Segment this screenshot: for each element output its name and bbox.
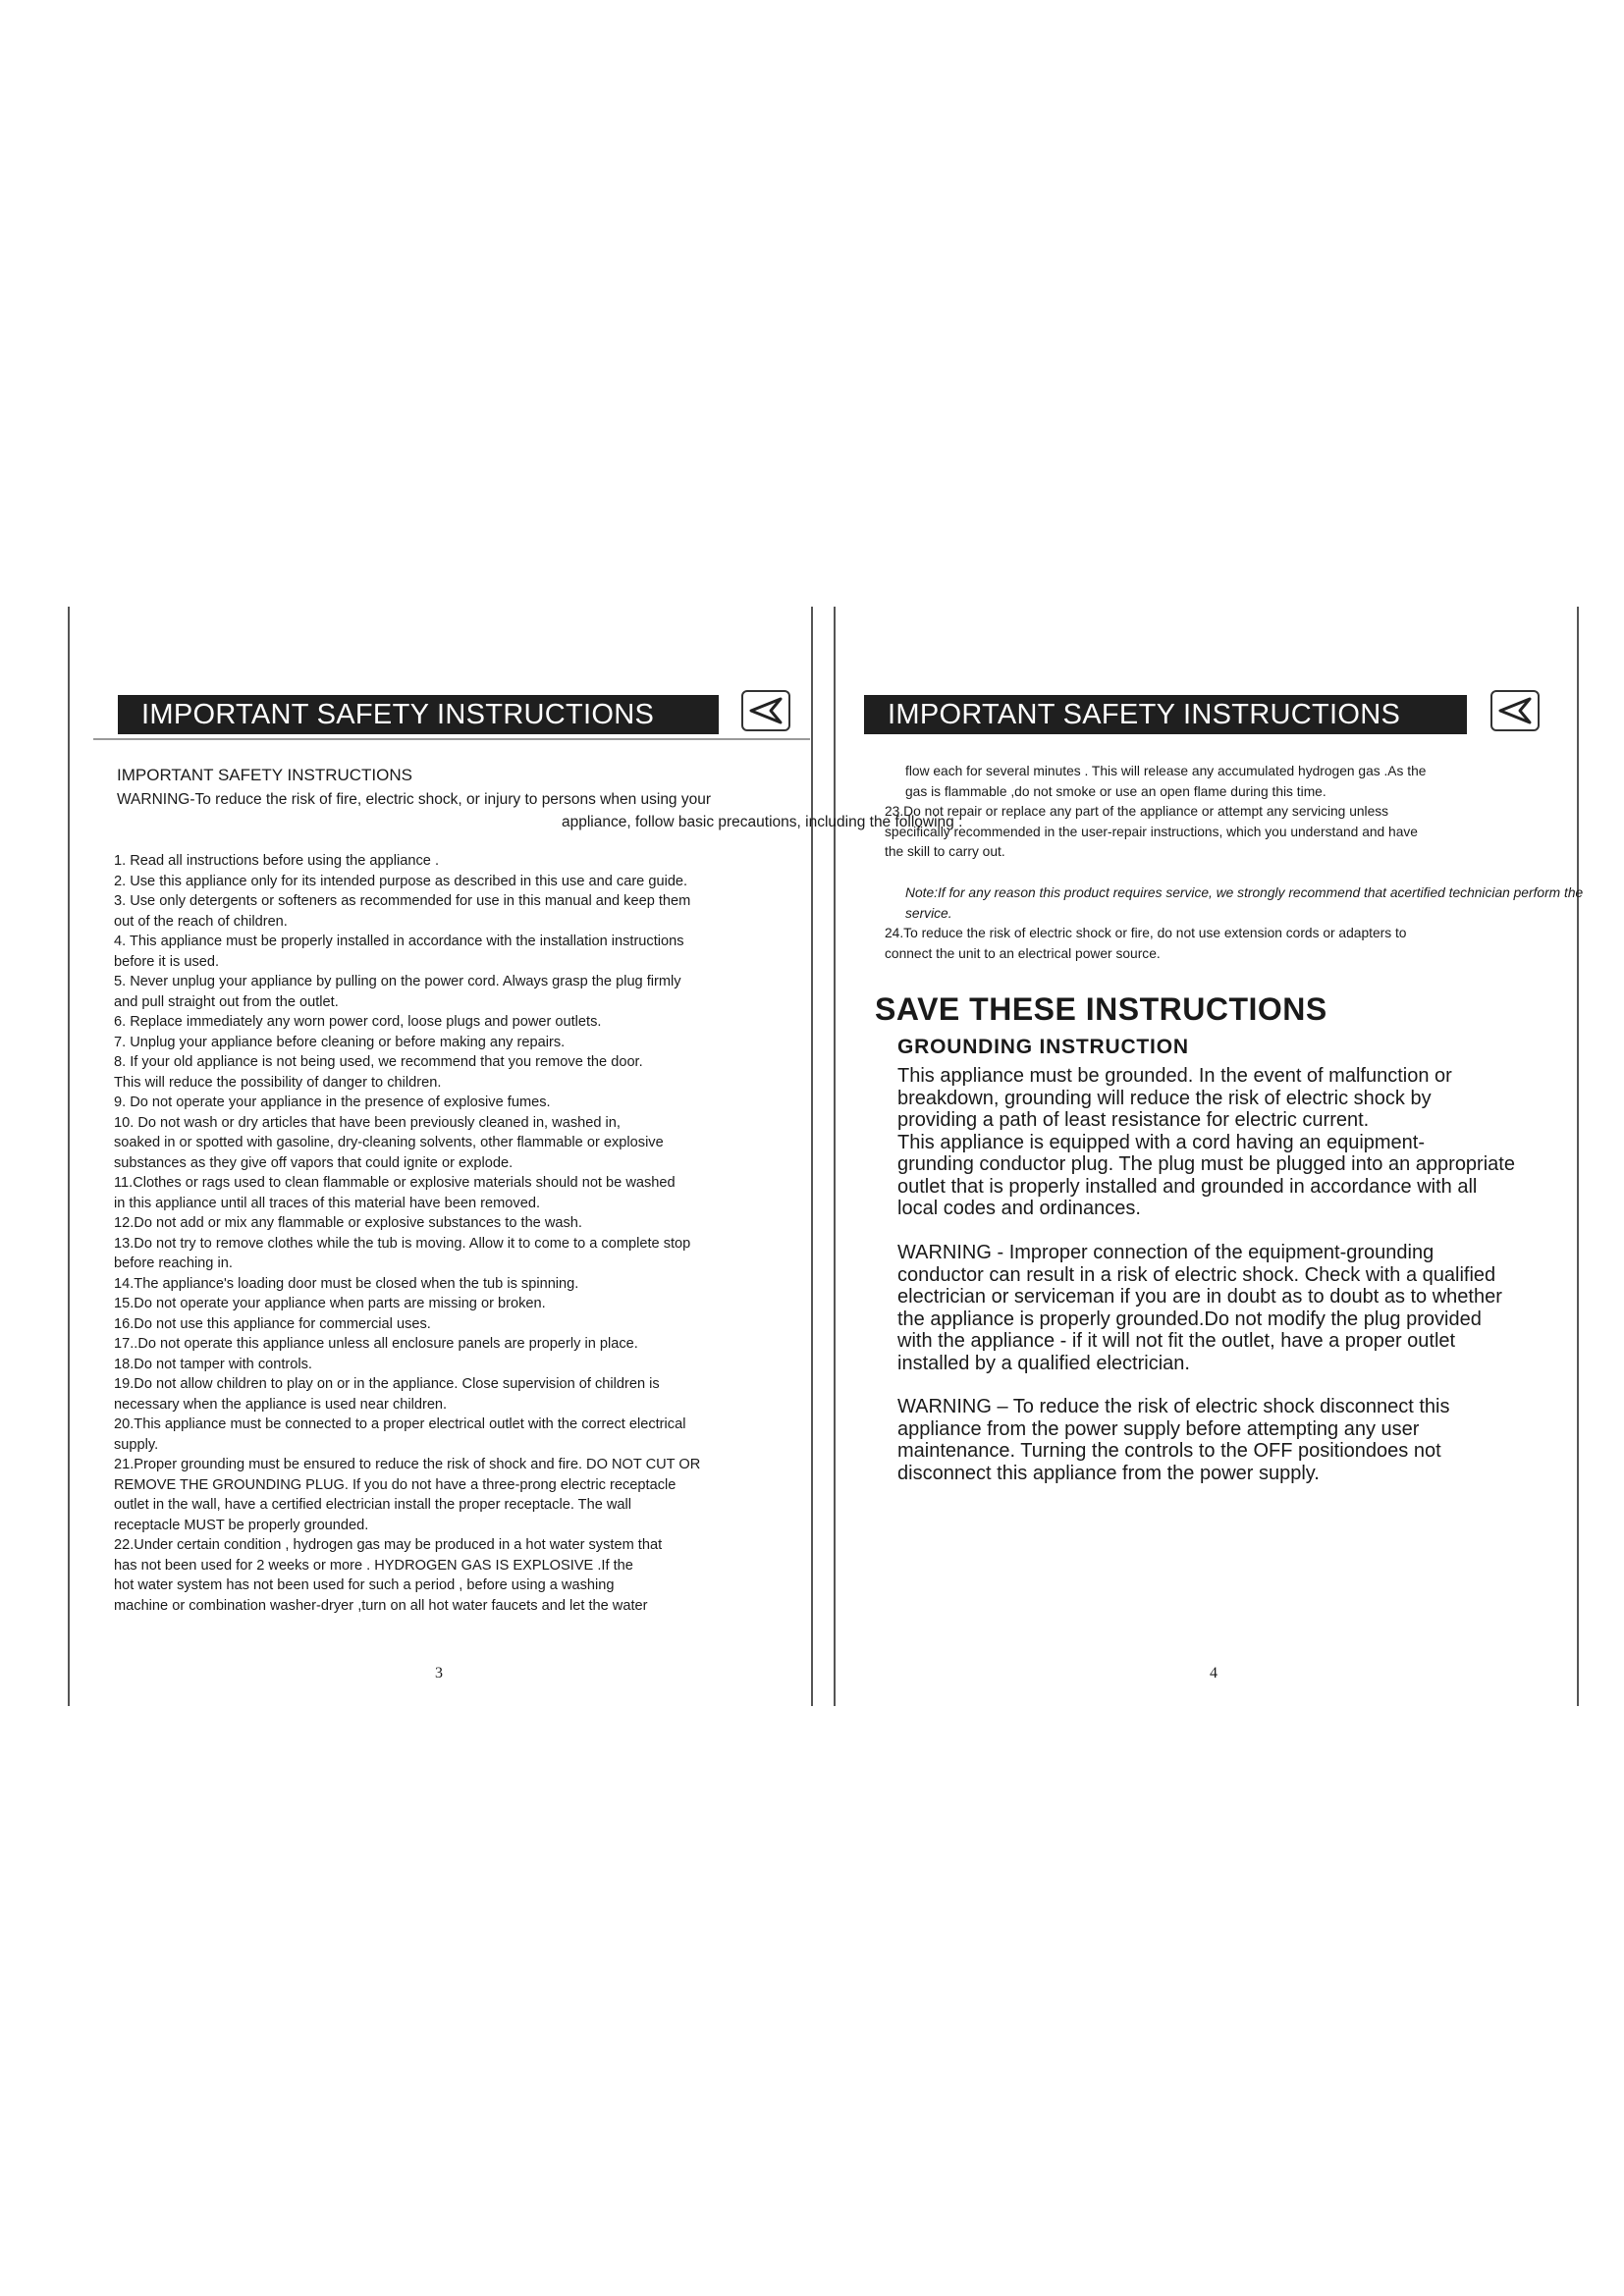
left-header-rule [93,738,810,740]
instruction-line: 9. Do not operate your appliance in the presence of explosive fumes. [114,1095,551,1110]
right-page-right-border [1577,607,1579,1706]
instruction-line: before it is used. [114,953,220,970]
instruction-line: REMOVE THE GROUNDING PLUG. If you do not have a three-prong electric receptacle [114,1476,677,1493]
instruction-line: 11.Clothes or rags used to clean flammable or explosive materials should not be washed [114,1175,676,1191]
text-line: the appliance is properly grounded.Do not modify the plug provided [897,1308,1482,1330]
instruction-line: 16.Do not use this appliance for commercial uses. [114,1315,431,1332]
page-number-left: 3 [435,1665,443,1682]
warning-line-2: appliance, follow basic precautions, including the following : [562,814,963,830]
text-line: disconnect this appliance from the power supply. [897,1462,1320,1484]
instruction-line: 18.Do not tamper with controls. [114,1356,312,1372]
continued-item-22 [905,762,1426,802]
instruction-line: before reaching in. [114,1255,233,1271]
right-header-bar: IMPORTANT SAFETY INSTRUCTIONS [864,695,1467,734]
instruction-line: substances as they give off vapors that could ignite or explode. [114,1154,514,1171]
instruction-item [114,1052,700,1093]
instruction-line: 13.Do not try to remove clothes while the tub is moving. Allow it to come to a complete stop [114,1235,691,1252]
instruction-item [114,1535,700,1616]
instruction-item [114,1213,700,1234]
instruction-line: necessary when the appliance is used near children. [114,1396,448,1413]
instruction-item [114,1455,700,1535]
instruction-line: supply. [114,1436,159,1453]
instruction-item [114,872,700,892]
text-line: WARNING – To reduce the risk of electric shock disconnect this [897,1396,1450,1417]
instruction-line: in this appliance until all traces of this material have been removed. [114,1195,540,1211]
instruction-item [114,1314,700,1335]
text-line: 24.To reduce the risk of electric shock or fire, do not use extension cords or adapters to [885,926,1407,940]
instruction-item [114,1355,700,1375]
instruction-item [114,1033,700,1053]
instruction-line: hot water system has not been used for such a period , before using a washing [114,1577,615,1593]
instruction-line: 7. Unplug your appliance before cleaning or before making any repairs. [114,1034,566,1050]
instruction-item [114,851,700,872]
text-line: maintenance. Turning the controls to the OFF positiondoes not [897,1440,1441,1462]
text-line: specifically recommended in the user-repair instructions, which you understand and have [885,824,1418,839]
warning-disconnect-power [897,1396,1449,1484]
instruction-item [114,1334,700,1355]
instruction-item [114,1415,700,1455]
text-line: with the appliance - if it will not fit the outlet, have a proper outlet [897,1330,1456,1352]
text-line: connect the unit to an electrical power source. [885,945,1161,961]
instruction-line: 6. Replace immediately any worn power cord, loose plugs and power outlets. [114,1014,602,1030]
instruction-line: 5. Never unplug your appliance by pulling on the power cord. Always grasp the plug firmly [114,974,681,989]
left-subheading: IMPORTANT SAFETY INSTRUCTIONS [117,766,412,784]
instruction-line: 22.Under certain condition , hydrogen gas may be produced in a hot water system that [114,1537,663,1553]
text-line: gas is flammable ,do not smoke or use an open flame during this time. [905,783,1326,799]
instruction-line: 3. Use only detergents or softeners as recommended for use in this manual and keep them [114,893,691,909]
text-line: flow each for several minutes . This will release any accumulated hydrogen gas .As the [905,764,1427,778]
instruction-item [114,1113,700,1174]
instruction-line: This will reduce the possibility of danger to children. [114,1074,442,1091]
instruction-line: 1. Read all instructions before using the appliance . [114,853,439,869]
instruction-line: 4. This appliance must be properly installed in accordance with the installation instructions [114,934,684,949]
instruction-line: 2. Use this appliance only for its intended purpose as described in this use and care guide. [114,873,688,889]
left-page-right-border [811,607,813,1706]
instruction-line: 12.Do not add or mix any flammable or explosive substances to the wash. [114,1215,582,1231]
warning-improper-connection [897,1242,1502,1374]
instruction-line: and pull straight out from the outlet. [114,993,339,1010]
text-line: installed by a qualified electrician. [897,1352,1190,1374]
instruction-item-24 [885,924,1406,964]
save-instructions-title: SAVE THESE INSTRUCTIONS [875,991,1327,1027]
instruction-line: machine or combination washer-dryer ,turn on all hot water faucets and let the water [114,1597,648,1614]
instruction-line: soaked in or spotted with gasoline, dry-cleaning solvents, other flammable or explosive [114,1135,664,1150]
instruction-line: 17..Do not operate this appliance unless all enclosure panels are properly in place. [114,1336,638,1352]
text-line: conductor can result in a risk of electric shock. Check with a qualified [897,1263,1496,1286]
service-note [905,883,1624,924]
text-line: grunding conductor plug. The plug must be plugged into an appropriate [897,1153,1515,1175]
right-page-left-border [834,607,836,1706]
instruction-line: 10. Do not wash or dry articles that have been previously cleaned in, washed in, [114,1114,621,1131]
text-line: breakdown, grounding will reduce the risk of electric shock by [897,1087,1432,1109]
text-line: 23.Do not repair or replace any part of the appliance or attempt any servicing unless [885,804,1389,819]
instruction-line: receptacle MUST be properly grounded. [114,1517,369,1533]
text-line: local codes and ordinances. [897,1198,1141,1219]
instruction-item [114,1093,700,1113]
text-line: providing a path of least resistance for electric current. [897,1109,1370,1131]
text-line: This appliance is equipped with a cord having an equipment- [897,1131,1426,1153]
instruction-item [114,1374,700,1415]
instruction-item [114,972,700,1012]
text-line: appliance from the power supply before attempting any user [897,1417,1420,1440]
text-line: Note:If for any reason this product requires service, we strongly recommend that a [905,885,1398,900]
instruction-item [114,1274,700,1295]
arrow-logo-icon-right [1490,690,1540,731]
instruction-item [114,891,700,932]
instruction-line: 19.Do not allow children to play on or in the appliance. Close supervision of children is [114,1376,660,1392]
left-page-left-border [68,607,70,1706]
page-number-right: 4 [1210,1665,1218,1682]
safety-instruction-list [114,851,700,1616]
instruction-item [114,1173,700,1213]
instruction-line: out of the reach of children. [114,913,288,930]
grounding-instruction-title: GROUNDING INSTRUCTION [897,1036,1189,1058]
instruction-line: 21.Proper grounding must be ensured to reduce the risk of shock and fire. DO NOT CUT OR [114,1457,701,1472]
text-line: This appliance must be grounded. In the event of malfunction or [897,1065,1452,1087]
instruction-item [114,1294,700,1314]
text-line: WARNING - Improper connection of the equipment-grounding [897,1242,1435,1263]
instruction-item [114,1234,700,1274]
instruction-line: 8. If your old appliance is not being used, we recommend that you remove the door. [114,1054,643,1070]
instruction-item [114,932,700,972]
instruction-line: 14.The appliance's loading door must be closed when the tub is spinning. [114,1275,579,1292]
arrow-logo-icon [741,690,790,731]
instruction-item [114,1012,700,1033]
instruction-line: 15.Do not operate your appliance when parts are missing or broken. [114,1296,546,1311]
instruction-item-23 [885,802,1418,863]
left-header-bar: IMPORTANT SAFETY INSTRUCTIONS [118,695,719,734]
warning-line-1: WARNING-To reduce the risk of fire, electric shock, or injury to persons when using your [117,791,712,808]
instruction-line: outlet in the wall, have a certified electrician install the proper receptacle. The wall [114,1497,632,1513]
text-line: certified technician perform the service. [905,885,1584,921]
text-line: the skill to carry out. [885,844,1005,859]
text-line: electrician or serviceman if you are in doubt as to doubt as to whether [897,1286,1502,1308]
grounding-paragraph [897,1065,1515,1220]
instruction-line: has not been used for 2 weeks or more . HYDROGEN GAS IS EXPLOSIVE .If the [114,1557,633,1574]
text-line: outlet that is properly installed and grounded in accordance with all [897,1175,1478,1198]
instruction-line: 20.This appliance must be connected to a proper electrical outlet with the correct electrical [114,1416,686,1432]
